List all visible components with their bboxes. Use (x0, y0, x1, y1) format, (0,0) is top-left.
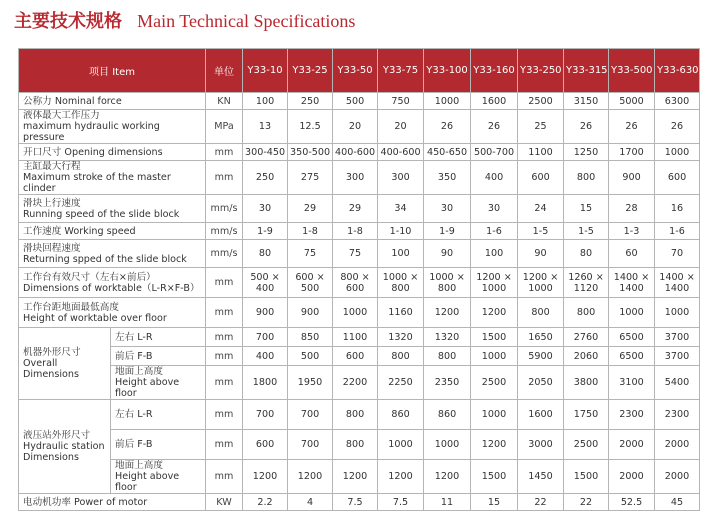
value-cell: 26 (471, 110, 518, 144)
row-label: 工作速度 Working speed (19, 223, 206, 240)
table-row (19, 144, 700, 161)
value-cell: 500 (333, 93, 378, 110)
row-label-cn: 液体最大工作压力 (23, 110, 100, 121)
value-cell: 2000 (609, 460, 655, 494)
unit-cell: mm (206, 366, 243, 400)
table-row (19, 268, 700, 298)
value-cell: 2.2 (243, 494, 288, 511)
value-cell (288, 268, 333, 298)
value-top: 1000 × (429, 271, 465, 283)
value-cell: 1-3 (609, 223, 655, 240)
value-cell: 15 (471, 494, 518, 511)
value-cell (424, 268, 471, 298)
value-cell: 1000 (378, 430, 424, 460)
value-cell (655, 268, 700, 298)
value-cell: 350-500 (288, 144, 333, 161)
value-cell: 860 (378, 400, 424, 430)
value-cell: 700 (243, 328, 288, 347)
row-label-en: Dimensions of worktable（L-R×F-B） (23, 282, 200, 294)
header-model: Y33-160 (471, 49, 518, 93)
unit-cell: KW (206, 494, 243, 511)
sub-label: 前后 F-B (111, 430, 206, 460)
value-cell: 800 (333, 430, 378, 460)
value-cell: 20 (378, 110, 424, 144)
row-label: 电动机功率 Power of motor (19, 494, 206, 511)
value-cell: 800 (564, 298, 609, 328)
value-cell: 1-6 (471, 223, 518, 240)
value-cell: 2300 (609, 400, 655, 430)
value-cell: 1600 (518, 400, 564, 430)
value-cell (471, 268, 518, 298)
value-bottom: 500 (300, 282, 320, 294)
value-cell (564, 268, 609, 298)
value-cell: 34 (378, 195, 424, 223)
value-cell: 45 (655, 494, 700, 511)
value-bottom: 600 (345, 282, 365, 294)
value-cell: 2500 (518, 93, 564, 110)
value-cell: 900 (288, 298, 333, 328)
row-label (19, 240, 206, 268)
value-cell: 2250 (378, 366, 424, 400)
value-cell: 1000 (471, 400, 518, 430)
table-row (19, 347, 700, 366)
value-cell: 1100 (333, 328, 378, 347)
unit-cell: mm/s (206, 223, 243, 240)
value-cell: 250 (243, 161, 288, 195)
table-row (19, 400, 700, 430)
value-cell: 29 (288, 195, 333, 223)
value-bottom: 1000 (481, 282, 507, 294)
unit-cell: mm (206, 460, 243, 494)
value-cell: 1-9 (424, 223, 471, 240)
value-cell: 26 (424, 110, 471, 144)
value-cell: 1800 (243, 366, 288, 400)
sub-label: 前后 F-B (111, 347, 206, 366)
value-cell: 1-5 (518, 223, 564, 240)
group-label-en1: Hydraulic station (23, 441, 105, 452)
unit-cell: MPa (206, 110, 243, 144)
value-cell: 26 (564, 110, 609, 144)
value-cell: 1200 (471, 298, 518, 328)
value-cell: 300-450 (243, 144, 288, 161)
value-cell: 700 (243, 400, 288, 430)
value-cell: 1-9 (243, 223, 288, 240)
value-cell: 1200 (424, 298, 471, 328)
value-cell: 20 (333, 110, 378, 144)
row-label-en: Height of worktable over floor (23, 312, 167, 324)
value-cell: 30 (471, 195, 518, 223)
value-top: 800 × (340, 271, 370, 283)
row-label: 公称力 Nominal force (19, 93, 206, 110)
row-label-en: maximum hydraulic working pressure (23, 121, 160, 143)
table-row (19, 93, 700, 110)
table-row (19, 460, 700, 494)
value-cell: 300 (378, 161, 424, 195)
value-cell: 22 (564, 494, 609, 511)
unit-cell: mm (206, 298, 243, 328)
header-row (19, 49, 700, 93)
value-cell: 1200 (333, 460, 378, 494)
value-cell: 3700 (655, 347, 700, 366)
sub-label-en: Height above floor (115, 377, 180, 399)
value-cell: 750 (378, 93, 424, 110)
value-cell: 6300 (655, 93, 700, 110)
value-cell: 1000 (609, 298, 655, 328)
group-label-overall (19, 328, 111, 400)
value-cell: 1500 (471, 460, 518, 494)
group-label-en1: Overall (23, 358, 58, 369)
value-cell: 30 (243, 195, 288, 223)
value-cell: 26 (609, 110, 655, 144)
value-cell: 350 (424, 161, 471, 195)
row-label (19, 161, 206, 195)
value-cell: 16 (655, 195, 700, 223)
value-cell: 2300 (655, 400, 700, 430)
value-cell: 6500 (609, 328, 655, 347)
sub-label-cn: 地面上高度 (115, 460, 163, 471)
value-cell: 75 (333, 240, 378, 268)
table-row (19, 494, 700, 511)
value-cell: 80 (243, 240, 288, 268)
unit-cell: mm/s (206, 240, 243, 268)
value-cell: 3800 (564, 366, 609, 400)
value-top: 600 × (295, 271, 325, 283)
header-model: Y33-500 (609, 49, 655, 93)
value-cell: 30 (424, 195, 471, 223)
sub-label: 左右 L-R (111, 328, 206, 347)
value-cell: 2500 (564, 430, 609, 460)
value-cell: 700 (288, 400, 333, 430)
unit-cell: KN (206, 93, 243, 110)
value-cell: 2760 (564, 328, 609, 347)
value-cell: 7.5 (333, 494, 378, 511)
header-unit: 单位 (206, 49, 243, 93)
value-cell (609, 268, 655, 298)
value-cell: 3150 (564, 93, 609, 110)
value-cell: 2200 (333, 366, 378, 400)
value-bottom: 400 (255, 282, 275, 294)
table-row (19, 298, 700, 328)
value-cell (518, 268, 564, 298)
value-cell: 6500 (609, 347, 655, 366)
unit-cell: mm (206, 328, 243, 347)
value-cell: 800 (378, 347, 424, 366)
value-cell: 1950 (288, 366, 333, 400)
row-label-en: Maximum stroke of the master clinder (23, 172, 171, 194)
sub-label-en: Height above floor (115, 471, 180, 493)
sub-label (111, 460, 206, 494)
header-model: Y33-75 (378, 49, 424, 93)
value-cell: 1000 (655, 298, 700, 328)
value-cell: 60 (609, 240, 655, 268)
value-cell: 400 (471, 161, 518, 195)
row-label-cn: 主缸最大行程 (23, 161, 81, 172)
header-item: 项目 Item (19, 49, 206, 93)
table-row (19, 328, 700, 347)
value-top: 1260 × (568, 271, 604, 283)
group-label-en2: Dimensions (23, 369, 79, 380)
value-cell: 1650 (518, 328, 564, 347)
unit-cell: mm (206, 400, 243, 430)
value-bottom: 1400 (619, 282, 644, 294)
value-cell: 3100 (609, 366, 655, 400)
value-cell: 2000 (609, 430, 655, 460)
value-cell: 1200 (288, 460, 333, 494)
value-cell: 1320 (424, 328, 471, 347)
value-cell (333, 268, 378, 298)
value-cell: 1160 (378, 298, 424, 328)
value-cell: 1750 (564, 400, 609, 430)
value-cell: 275 (288, 161, 333, 195)
value-cell: 2050 (518, 366, 564, 400)
header-model: Y33-100 (424, 49, 471, 93)
value-cell: 400-600 (378, 144, 424, 161)
row-label-cn: 工作台距地面最低高度 (23, 301, 119, 313)
value-cell: 100 (243, 93, 288, 110)
value-cell (378, 268, 424, 298)
table-row (19, 110, 700, 144)
value-top: 500 × (250, 271, 280, 283)
value-cell: 26 (655, 110, 700, 144)
table-row (19, 161, 700, 195)
row-label (19, 195, 206, 223)
value-cell: 500 (288, 347, 333, 366)
value-cell: 29 (333, 195, 378, 223)
value-cell: 860 (424, 400, 471, 430)
row-label (19, 110, 206, 144)
value-cell: 800 (564, 161, 609, 195)
value-cell: 1000 (424, 430, 471, 460)
table-row (19, 430, 700, 460)
value-cell: 450-650 (424, 144, 471, 161)
sub-label-cn: 地面上高度 (115, 366, 163, 377)
table-row (19, 195, 700, 223)
value-cell: 250 (288, 93, 333, 110)
value-cell (243, 268, 288, 298)
value-cell: 1100 (518, 144, 564, 161)
value-cell: 800 (518, 298, 564, 328)
value-cell: 1000 (471, 347, 518, 366)
value-cell: 500-700 (471, 144, 518, 161)
value-top: 1000 × (382, 271, 419, 283)
value-cell: 13 (243, 110, 288, 144)
row-label (19, 268, 206, 298)
value-cell: 400 (243, 347, 288, 366)
unit-cell: mm (206, 268, 243, 298)
value-cell: 25 (518, 110, 564, 144)
value-top: 1200 × (476, 271, 512, 283)
value-cell: 600 (333, 347, 378, 366)
value-cell: 1700 (609, 144, 655, 161)
row-label-cn: 滑块上行速度 (23, 197, 81, 209)
value-cell: 700 (288, 430, 333, 460)
value-cell: 600 (518, 161, 564, 195)
value-cell: 90 (518, 240, 564, 268)
value-cell: 2060 (564, 347, 609, 366)
value-cell: 100 (378, 240, 424, 268)
spec-table (18, 48, 700, 511)
value-cell: 1-10 (378, 223, 424, 240)
value-cell: 15 (564, 195, 609, 223)
sub-label: 左右 L-R (111, 400, 206, 430)
value-cell: 1-8 (288, 223, 333, 240)
value-cell: 90 (424, 240, 471, 268)
value-cell: 800 (333, 400, 378, 430)
value-cell: 1600 (471, 93, 518, 110)
value-cell: 1200 (471, 430, 518, 460)
table-row (19, 240, 700, 268)
title-chinese: 主要技术规格 (14, 11, 122, 32)
value-cell: 70 (655, 240, 700, 268)
value-cell: 28 (609, 195, 655, 223)
value-cell: 24 (518, 195, 564, 223)
value-cell: 1-8 (333, 223, 378, 240)
unit-cell: mm (206, 430, 243, 460)
value-cell: 3700 (655, 328, 700, 347)
value-cell: 2500 (471, 366, 518, 400)
group-label-cn: 机器外形尺寸 (23, 347, 81, 358)
value-cell: 900 (609, 161, 655, 195)
value-cell: 5400 (655, 366, 700, 400)
table-row (19, 223, 700, 240)
header-model: Y33-10 (243, 49, 288, 93)
value-cell: 600 (243, 430, 288, 460)
header-model: Y33-250 (518, 49, 564, 93)
value-cell: 600 (655, 161, 700, 195)
page-title (14, 8, 355, 34)
title-english: Main Technical Specifications (137, 11, 356, 31)
value-cell: 11 (424, 494, 471, 511)
value-cell: 1200 (424, 460, 471, 494)
header-model: Y33-25 (288, 49, 333, 93)
value-top: 1400 × (613, 271, 650, 283)
value-bottom: 800 (391, 282, 410, 294)
group-label-en2: Dimensions (23, 452, 79, 463)
row-label-cn: 工作台有效尺寸（左右×前后） (23, 271, 156, 283)
value-cell: 22 (518, 494, 564, 511)
value-cell: 1500 (564, 460, 609, 494)
value-bottom: 1120 (573, 282, 599, 294)
value-cell: 800 (424, 347, 471, 366)
value-cell: 1320 (378, 328, 424, 347)
sub-label (111, 366, 206, 400)
row-label-cn: 滑块回程速度 (23, 242, 81, 254)
value-cell: 4 (288, 494, 333, 511)
row-label (19, 298, 206, 328)
value-cell: 5900 (518, 347, 564, 366)
header-model: Y33-50 (333, 49, 378, 93)
value-cell: 1500 (471, 328, 518, 347)
header-model: Y33-315 (564, 49, 609, 93)
group-label-cn: 液压站外形尺寸 (23, 430, 91, 441)
value-cell: 12.5 (288, 110, 333, 144)
value-cell: 1450 (518, 460, 564, 494)
row-label: 开口尺寸 Opening dimensions (19, 144, 206, 161)
value-cell: 1200 (378, 460, 424, 494)
value-cell: 1-6 (655, 223, 700, 240)
value-cell: 300 (333, 161, 378, 195)
value-cell: 900 (243, 298, 288, 328)
table-row (19, 366, 700, 400)
value-cell: 1000 (424, 93, 471, 110)
value-cell: 1000 (655, 144, 700, 161)
value-cell: 2000 (655, 460, 700, 494)
value-cell: 52.5 (609, 494, 655, 511)
group-label-station (19, 400, 111, 494)
value-cell: 80 (564, 240, 609, 268)
value-cell: 2350 (424, 366, 471, 400)
value-cell: 1200 (243, 460, 288, 494)
unit-cell: mm (206, 347, 243, 366)
value-cell: 1000 (333, 298, 378, 328)
value-cell: 5000 (609, 93, 655, 110)
header-model: Y33-630 (655, 49, 700, 93)
value-bottom: 1000 (528, 282, 553, 294)
value-bottom: 800 (437, 282, 457, 294)
row-label-en: Running speed of the slide block (23, 208, 180, 220)
value-cell: 850 (288, 328, 333, 347)
value-cell: 1-5 (564, 223, 609, 240)
value-cell: 2000 (655, 430, 700, 460)
unit-cell: mm (206, 161, 243, 195)
unit-cell: mm/s (206, 195, 243, 223)
value-cell: 400-600 (333, 144, 378, 161)
unit-cell: mm (206, 144, 243, 161)
value-bottom: 1400 (664, 282, 690, 294)
value-top: 1400 × (659, 271, 695, 283)
value-cell: 100 (471, 240, 518, 268)
value-cell: 1250 (564, 144, 609, 161)
value-cell: 3000 (518, 430, 564, 460)
value-cell: 7.5 (378, 494, 424, 511)
value-cell: 75 (288, 240, 333, 268)
value-top: 1200 × (522, 271, 559, 283)
row-label-en: Returning spped of the slide block (23, 253, 187, 265)
